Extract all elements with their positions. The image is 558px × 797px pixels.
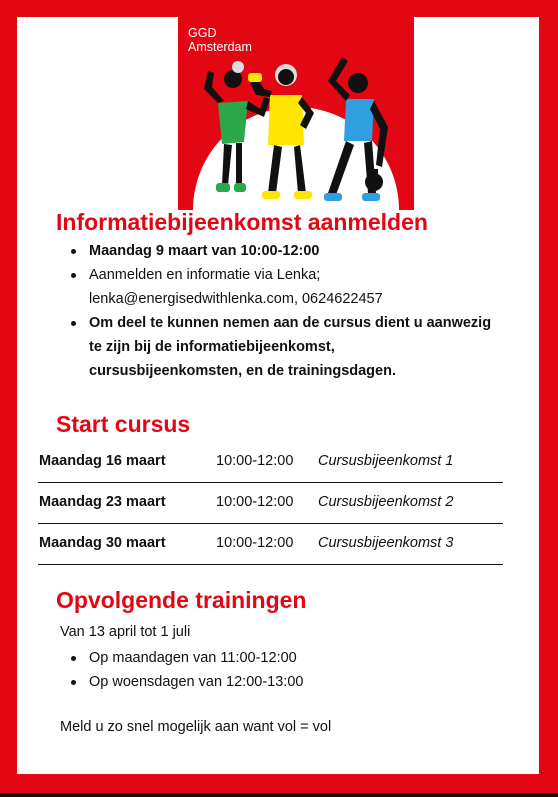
ggd-amsterdam-logo	[188, 26, 252, 54]
section-title-follow-up: Opvolgende trainingen	[56, 587, 307, 613]
list-item: Op woensdagen van 12:00-13:00	[56, 670, 536, 694]
course-day: Maandag 16 maart	[39, 453, 166, 469]
content-area	[17, 17, 539, 774]
list-item: Op maandagen van 11:00-12:00	[56, 646, 536, 670]
list-item-continuation: cursusbijeenkomsten, en de trainingsdagen.	[89, 363, 396, 379]
course-day: Maandag 23 maart	[39, 494, 166, 510]
brand-line-2: Amsterdam	[188, 40, 252, 54]
course-time: 10:00-12:00	[216, 453, 294, 469]
info-meeting-list	[56, 239, 536, 383]
list-item-continuation	[56, 287, 536, 311]
course-session: Cursusbijeenkomst 1	[318, 453, 454, 469]
brand-line-1: GGD	[188, 26, 217, 40]
contact-details[interactable]: lenka@energisedwithlenka.com, 0624622457	[89, 291, 383, 307]
training-list	[56, 646, 536, 694]
course-session: Cursusbijeenkomst 3	[318, 535, 454, 551]
section-title-info-meeting: Informatiebijeenkomst aanmelden	[56, 209, 428, 235]
bottom-border	[0, 793, 558, 797]
course-time: 10:00-12:00	[216, 494, 294, 510]
table-row	[38, 524, 503, 565]
course-schedule-table	[38, 442, 503, 565]
section-title-start-course: Start cursus	[56, 411, 191, 437]
course-day: Maandag 30 maart	[39, 535, 166, 551]
list-item: Om deel te kunnen nemen aan de cursus dient u aanwezig	[56, 311, 536, 335]
list-item: Aanmelden en informatie via Lenka;	[56, 263, 536, 287]
table-row	[38, 483, 503, 524]
course-session: Cursusbijeenkomst 2	[318, 494, 454, 510]
table-row	[38, 442, 503, 483]
course-time: 10:00-12:00	[216, 535, 294, 551]
header-illustration	[178, 17, 414, 210]
list-item: Maandag 9 maart van 10:00-12:00	[56, 239, 536, 263]
list-item-continuation: te zijn bij de informatiebijeenkomst,	[89, 339, 335, 355]
closing-note: Meld u zo snel mogelijk aan want vol = vol	[60, 719, 332, 735]
training-period: Van 13 april tot 1 juli	[60, 624, 191, 640]
